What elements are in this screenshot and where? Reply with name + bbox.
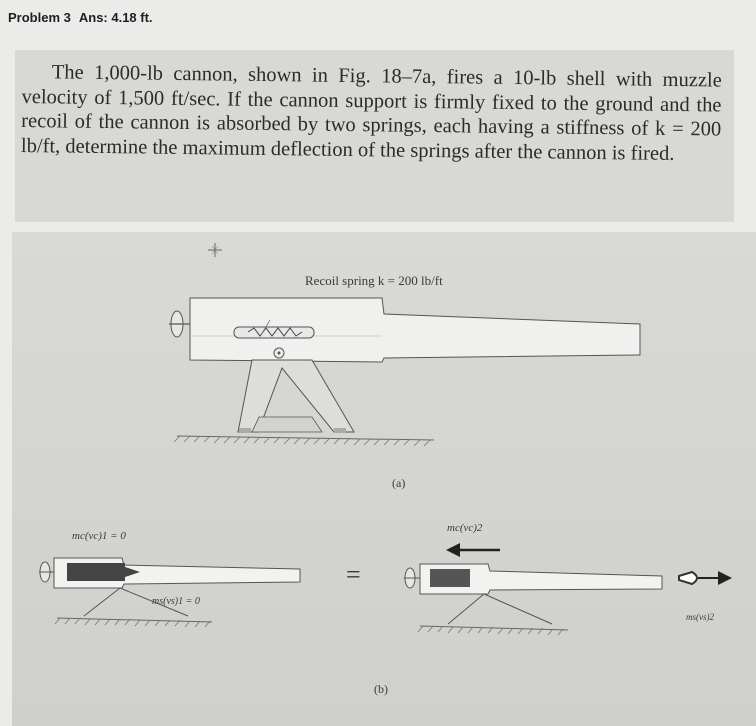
momentum-shell-initial: ms(vs)1 = 0	[152, 596, 200, 607]
cannon-diagram	[12, 232, 756, 726]
momentum-shell-final: ms(vs)2	[686, 612, 714, 622]
flying-shell	[679, 571, 732, 585]
spring-label: Recoil spring k = 200 lb/ft	[305, 273, 443, 288]
problem-number: Problem 3	[8, 10, 71, 25]
breech-knob	[169, 311, 192, 337]
ground-a	[174, 436, 434, 446]
problem-statement: The 1,000-lb cannon, shown in Fig. 18–7a, fires a 10-lb shell with muzzle velocity of 1,500 ft/sec. If the cannon support is firmly fixed to the ground and the recoil of the cannon is absorbed by two springs, each having a stiffness of k = 200 lb/ft, determine the maximum deflection of the springs after the cannon is fired.	[20, 61, 722, 165]
problem-header	[8, 10, 153, 25]
cannon-support	[238, 360, 354, 433]
recoil-arrow	[446, 543, 500, 557]
momentum-cannon-initial: mc(vc)1 = 0	[72, 530, 126, 542]
fbd-after	[404, 543, 732, 635]
cannon-figure	[12, 232, 756, 726]
figure-label-b: (b)	[374, 682, 388, 696]
momentum-cannon-final: mc(vc)2	[447, 522, 483, 534]
shell	[67, 563, 125, 581]
fbd-before	[39, 558, 300, 627]
figure-label-a: (a)	[392, 476, 406, 490]
cursor-mark	[208, 243, 222, 257]
equals-sign: =	[346, 560, 361, 589]
answer-text: Ans: 4.18 ft.	[78, 10, 153, 25]
